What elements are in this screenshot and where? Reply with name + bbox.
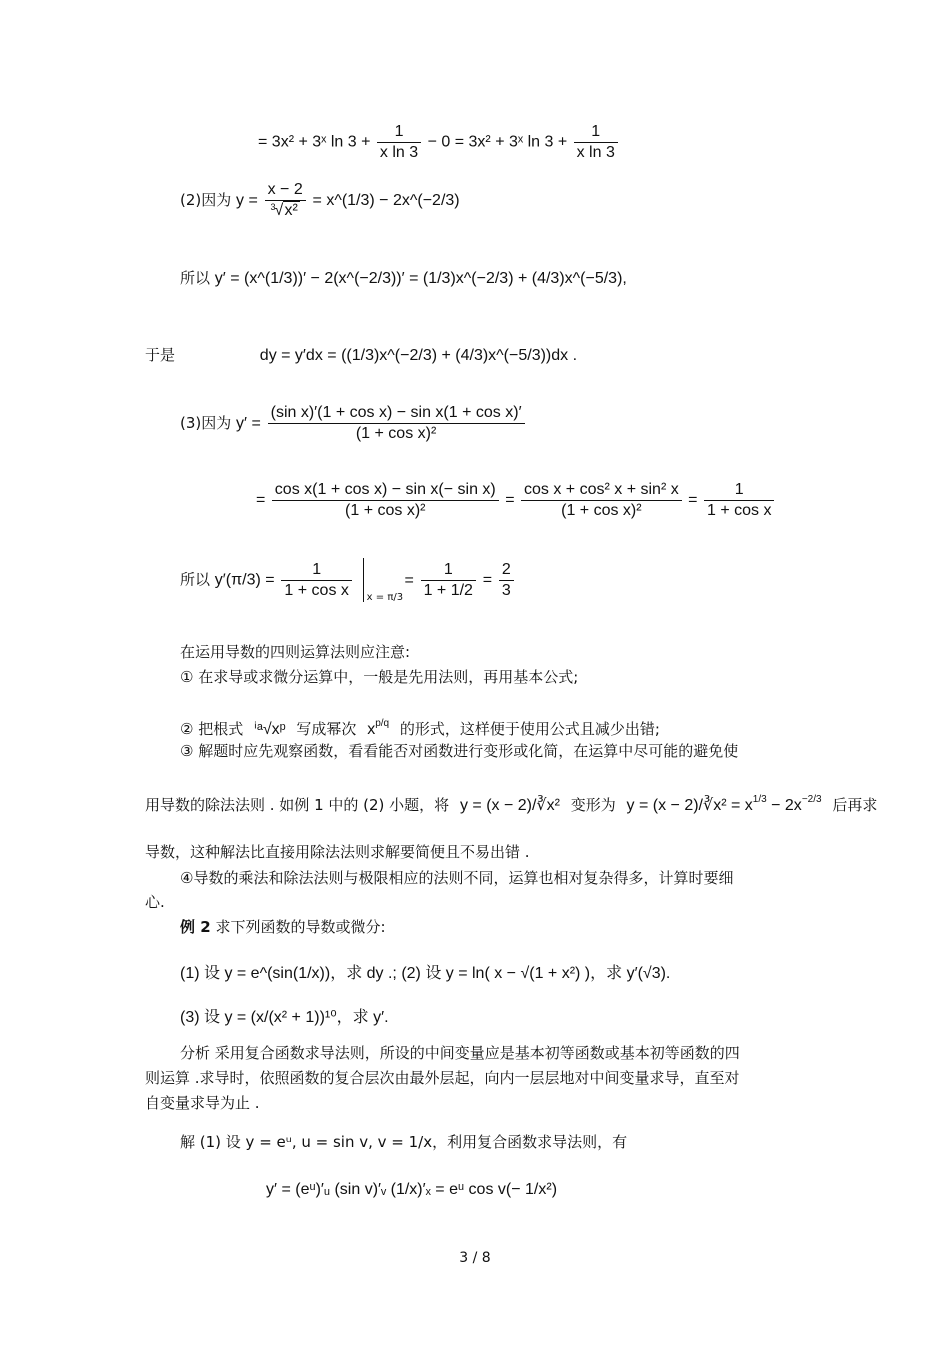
analysis-line-3: 自变量求导为止 .: [145, 1094, 260, 1112]
denominator: [265, 201, 306, 221]
fraction: [521, 480, 682, 521]
example-2-title: [180, 917, 386, 937]
denominator: x ln 3: [576, 144, 615, 161]
note-2-text: ② 把根式: [180, 720, 244, 738]
eq-text: y′(π/3) =: [214, 571, 275, 589]
numerator: x − 2: [265, 180, 306, 201]
radicand: x²: [284, 202, 298, 219]
label: 所以: [180, 269, 211, 287]
denominator: (1 + cos x)²: [355, 425, 437, 442]
example-title: 求下列函数的导数或微分:: [215, 918, 386, 936]
numerator: 1: [421, 560, 476, 581]
numerator: 1: [574, 122, 618, 143]
equation-line-7: 所以 y′(π/3) = $\frac{1}{\text{1 + cos x}}$ x = π/3 = $\frac{1}{1 + 1/2}$ = $\frac{2}{3}$: [180, 558, 516, 602]
label: (2)因为: [180, 191, 232, 209]
denominator: (1 + cos x)²: [345, 502, 426, 519]
fraction: [574, 122, 618, 163]
fraction: [377, 122, 421, 163]
label: (3)因为: [180, 414, 232, 432]
numerator: 1: [281, 560, 351, 581]
fraction: [265, 180, 306, 221]
note-1: ① 在求导或求微分运算中，一般是先用法则，再用基本公式;: [180, 668, 579, 686]
numerator: cos x + cos² x + sin² x: [521, 480, 682, 501]
equation-line-3: [180, 268, 627, 289]
numerator: (sin x)′(1 + cos x) − sin x(1 + cos x)′: [268, 403, 525, 424]
numerator: 1: [377, 122, 421, 143]
evaluation-bar: [363, 558, 404, 603]
root-index: 3: [270, 202, 276, 212]
solution-line-2: y′ = (eᵘ)′ᵤ (sin v)′ᵥ (1/x)′ₓ = eᵘ cos v(− 1/x²): [266, 1181, 558, 1198]
denominator: x ln 3: [379, 144, 419, 161]
denominator: (1 + cos x)²: [561, 502, 642, 519]
label: 所以: [180, 570, 211, 589]
equation-line-2: [180, 180, 460, 221]
label: 于是: [145, 346, 176, 364]
fraction: [421, 560, 476, 601]
eq-text: = x^(1/3) − 2x^(−2/3): [312, 192, 460, 209]
fraction: [268, 403, 525, 444]
eq-text: = 3x² + 3ˣ ln 3 +: [258, 133, 371, 151]
notes-intro: 在运用导数的四则运算法则应注意:: [180, 643, 411, 661]
numerator: 1: [704, 480, 774, 501]
note-3-continued: 用导数的除法法则 . 如例 1 中的 (2) 小题，将 y = (x − 2)/∛x² 变形为 y = (x − 2)/∛x² = $x^{1/3} - 2x^{-2/3}$ 后再求: [145, 794, 878, 814]
fraction: [272, 480, 499, 521]
equation-line-6: = $\frac{\text{cos x(1 + cos x) − sin x(− sin x)}}{\text{(1 + cos x)²}}$ = $\frac{\text{cos x + cos² x + sin² x}}{\text{(1 + cos x)²}}$ = $\frac{1}{\text{1 + cos x}}$: [256, 480, 776, 521]
fraction: [281, 560, 351, 601]
eq-text: y =: [236, 192, 258, 209]
note-4: ④导数的乘法和除法法则与极限相应的法则不同，运算也相对复杂得多，计算时要细: [180, 869, 734, 887]
numerator: cos x(1 + cos x) − sin x(− sin x): [272, 480, 499, 501]
note-3-text: 后再求: [832, 796, 878, 814]
analysis-line-2: 则运算 .求导时，依照函数的复合层次由最外层起，向内一层层地对中间变量求导，直至对: [145, 1069, 740, 1087]
denominator: 1 + 1/2: [423, 581, 473, 599]
note-3: ③ 解题时应先观察函数，看看能否对函数进行变形或化简，在运算中尽可能的避免使: [180, 742, 739, 760]
denominator: 1 + cos x: [706, 502, 772, 519]
equation-line-1: [258, 122, 620, 163]
note-3-text: 变形为: [570, 796, 616, 814]
eq-text: dy = y′dx = ((1/3)x^(−2/3) + (4/3)x^(−5/3))dx .: [259, 347, 578, 364]
numerator: 2: [499, 560, 514, 581]
page-number: 3 / 8: [459, 1250, 491, 1266]
note-3-end: 导数，这种解法比直接用除法法则求解要简便且不易出错 .: [145, 843, 530, 861]
example-2-question-3: (3) 设 y = (x/(x² + 1))¹⁰，求 y′.: [180, 1009, 389, 1026]
note-2-text: 写成幂次: [296, 720, 357, 738]
solution-line-1: 解 (1) 设 y = eᵘ, u = sin v, v = 1/x，利用复合函数求导法则，有: [180, 1133, 628, 1151]
denominator: 1 + cos x: [284, 581, 349, 599]
eq-text: y′ =: [236, 415, 261, 432]
equation-line-4: [145, 345, 577, 366]
equation-line-5: [180, 403, 527, 444]
evaluation-point: x = π/3: [366, 592, 404, 603]
note-3-text: 用导数的除法法则 . 如例 1 中的 (2) 小题，将: [145, 796, 450, 814]
example-2-question-1-2: (1) 设 y = e^(sin(1/x))，求 dy .; (2) 设 y = ln( x − √(1 + x²) )，求 y′(√3).: [180, 965, 671, 982]
fraction: [704, 480, 774, 521]
analysis-line-1: 分析 采用复合函数求导法则，所设的中间变量应是基本初等函数或基本初等函数的四: [180, 1044, 740, 1062]
example-label: 例 2: [180, 918, 211, 936]
radical: 3 √ x²: [271, 201, 300, 221]
fraction: [499, 560, 514, 601]
note-2-text: 的形式，这样便于使用公式且减少出错;: [399, 720, 660, 738]
eq-text: y′ = (x^(1/3))′ − 2(x^(−2/3))′ = (1/3)x^(−2/3) + (4/3)x^(−5/3),: [214, 270, 627, 287]
eq-text: − 0 = 3x² + 3ˣ ln 3 +: [427, 133, 568, 151]
denominator: 3: [501, 581, 511, 599]
note-4-end: 心.: [145, 893, 165, 911]
note-2: ② 把根式 ⁱᵃ√xᵖ 写成幂次 $x^{p/q}$ 的形式，这样便于使用公式且减少出错;: [180, 718, 660, 738]
